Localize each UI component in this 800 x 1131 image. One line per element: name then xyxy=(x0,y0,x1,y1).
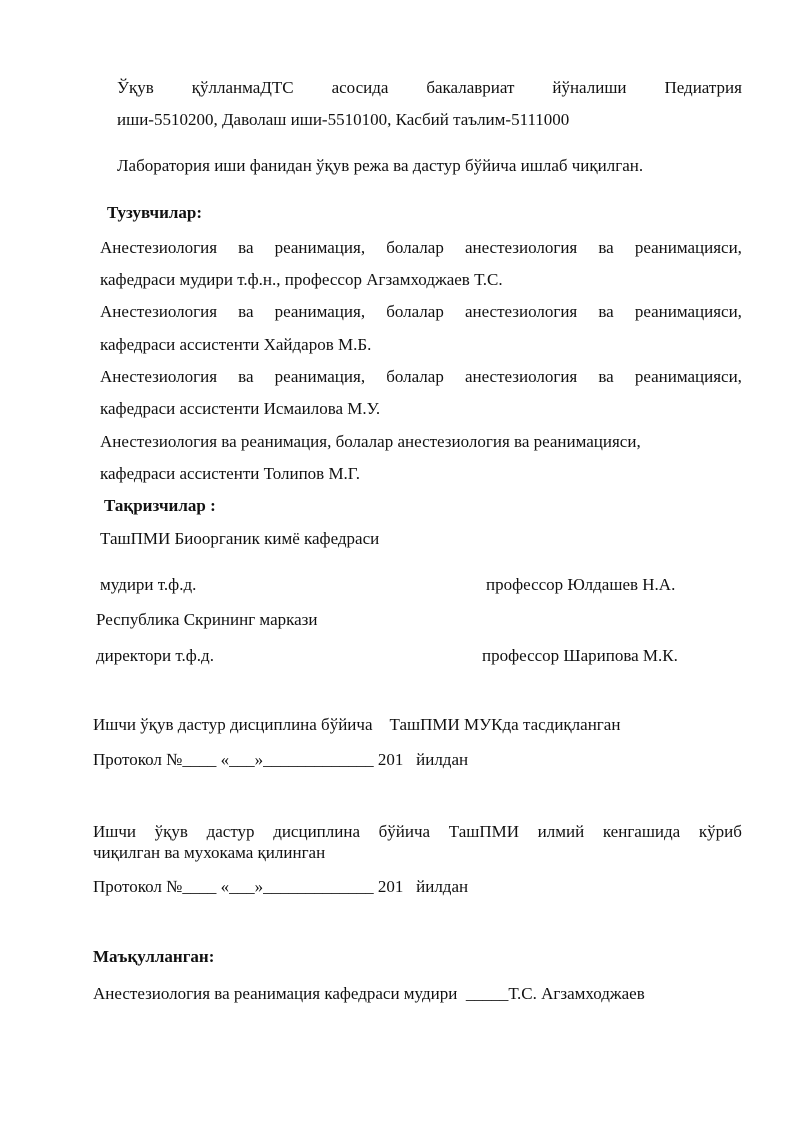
intro-line-3: Лаборатория иши фанидан ўқув режа ва дастур бўйича ишлаб чиқилган. xyxy=(117,156,644,175)
approval-word: кенгашида xyxy=(602,822,681,841)
compiler-4-line-1: Анестезиология ва реанимация, болалар анестезиология ва реанимацияси, xyxy=(100,432,641,451)
compiler-word: ва xyxy=(598,238,614,257)
approval-1-protocol: Протокол №____ «___»_____________ 201 йилдан xyxy=(93,750,469,769)
approval-word: ТашПМИ xyxy=(448,822,520,841)
approval-word: бўйича xyxy=(378,822,431,841)
compilers-heading: Тузувчилар: xyxy=(107,203,203,222)
compiler-word: анестезиология xyxy=(464,367,578,386)
compiler-2-line-2: кафедраси ассистенти Хайдаров М.Б. xyxy=(100,335,372,354)
compiler-3-line-1 xyxy=(100,367,742,387)
agreed-text: Анестезиология ва реанимация кафедраси мудири _____Т.С. Агзамходжаев xyxy=(93,984,645,1003)
compiler-word: реанимация, xyxy=(274,238,366,257)
intro-word: қўлланмаДТС xyxy=(191,78,294,97)
approval-word: дисциплина xyxy=(273,822,360,841)
approval-2-line-2: чиқилган ва мухокама қилинган xyxy=(93,843,326,862)
compiler-word: Анестезиология xyxy=(100,238,218,257)
compiler-word: реанимация, xyxy=(274,367,366,386)
compiler-word: болалар xyxy=(386,238,444,257)
approval-word: ўқув xyxy=(154,822,188,841)
compiler-2-line-1 xyxy=(100,302,742,322)
intro-line-2: иши-5510200, Даволаш иши-5510100, Касбий таълим-5111000 xyxy=(117,110,570,129)
compiler-word: реанимацияси, xyxy=(634,238,742,257)
compiler-word: ва xyxy=(238,238,254,257)
compiler-word: ва xyxy=(598,302,614,321)
compiler-word: анестезиология xyxy=(464,238,578,257)
intro-word: Ўқув xyxy=(117,78,154,97)
compiler-word: ва xyxy=(238,367,254,386)
approval-word: кўриб xyxy=(698,822,742,841)
intro-word: бакалавриат xyxy=(426,78,515,97)
approval-word: Ишчи xyxy=(93,822,137,841)
compiler-word: реанимацияси, xyxy=(634,367,742,386)
agreed-heading: Маъқулланган: xyxy=(93,947,215,966)
intro-word: йўналиши xyxy=(552,78,627,97)
compiler-1-line-2: кафедраси мудири т.ф.н., профессор Агзамходжаев Т.С. xyxy=(100,270,503,289)
approval-1-text: Ишчи ўқув дастур дисциплина бўйича ТашПМИ МУКда тасдиқланган xyxy=(93,715,621,734)
compiler-word: реанимацияси, xyxy=(634,302,742,321)
approval-word: илмий xyxy=(537,822,585,841)
approval-word: дастур xyxy=(206,822,255,841)
reviewer-1-org: ТашПМИ Биоорганик кимё кафедраси xyxy=(100,529,380,548)
compiler-word: болалар xyxy=(386,367,444,386)
compiler-word: анестезиология xyxy=(464,302,578,321)
intro-line-1 xyxy=(117,78,742,98)
intro-word: Педиатрия xyxy=(664,78,742,97)
compiler-word: ва xyxy=(238,302,254,321)
compiler-word: Анестезиология xyxy=(100,367,218,386)
compiler-4-line-2: кафедраси ассистенти Толипов М.Г. xyxy=(100,464,360,483)
intro-word: асосида xyxy=(331,78,389,97)
compiler-3-line-2: кафедраси ассистенти Исмаилова М.У. xyxy=(100,399,381,418)
reviewer-2-name: профессор Шарипова М.К. xyxy=(482,646,678,665)
reviewer-2-org: Республика Скрининг маркази xyxy=(96,610,318,629)
reviewers-heading: Тақризчилар : xyxy=(104,496,216,515)
compiler-word: реанимация, xyxy=(274,302,366,321)
reviewer-1-position: мудири т.ф.д. xyxy=(100,575,197,594)
approval-2-line-1 xyxy=(93,822,742,842)
compiler-1-line-1 xyxy=(100,238,742,258)
compiler-word: Анестезиология xyxy=(100,302,218,321)
reviewer-1-name: профессор Юлдашев Н.А. xyxy=(486,575,676,594)
compiler-word: ва xyxy=(598,367,614,386)
reviewer-2-position: директори т.ф.д. xyxy=(96,646,214,665)
approval-2-protocol: Протокол №____ «___»_____________ 201 йилдан xyxy=(93,877,469,896)
compiler-word: болалар xyxy=(386,302,444,321)
